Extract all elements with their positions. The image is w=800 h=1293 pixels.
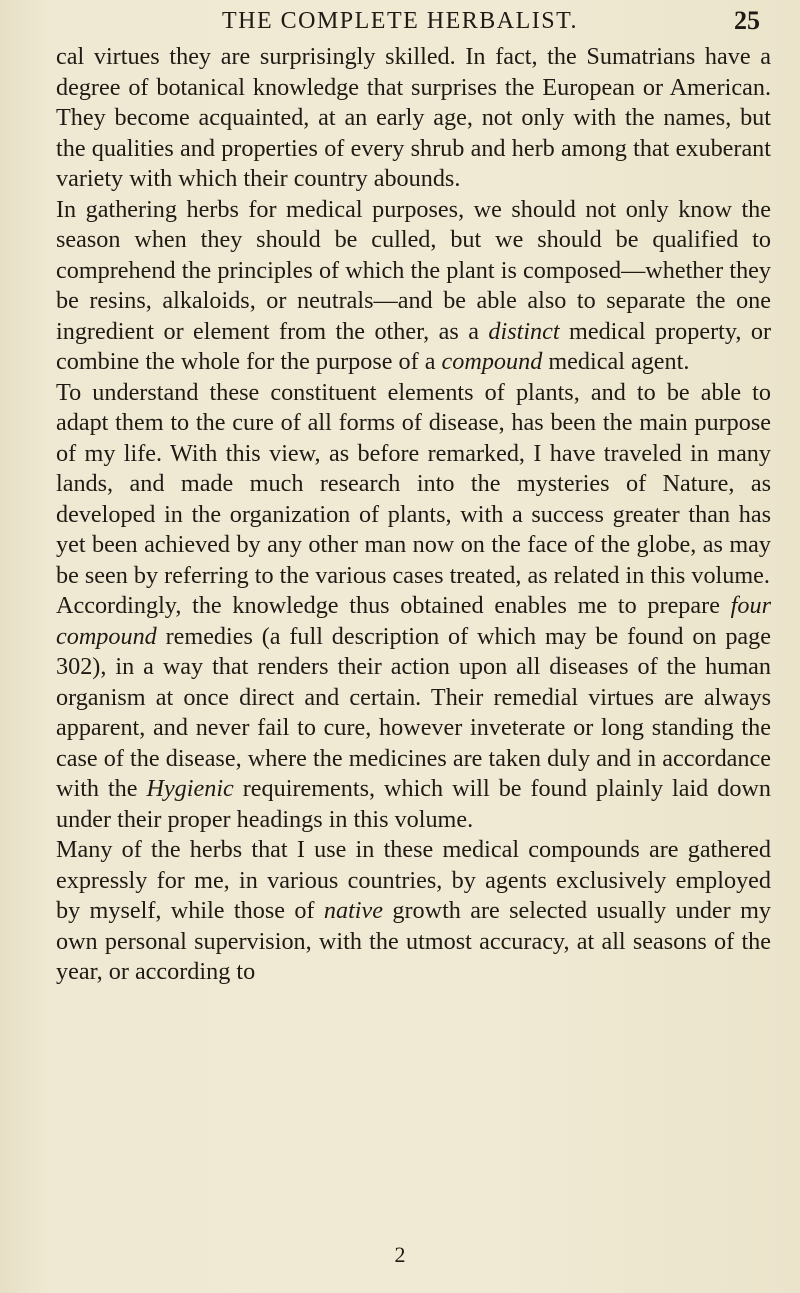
text-run: Accordingly, the knowledge thus obtained enables me to prepare xyxy=(56,592,731,619)
text-run: requirements, which will be found plainly laid down under their proper headings in this volume. xyxy=(56,775,771,833)
paragraph xyxy=(56,42,771,195)
italic-run: distinct xyxy=(488,317,560,345)
paragraph xyxy=(56,378,771,592)
italic-run: Hygienic xyxy=(146,775,234,802)
signature-mark: 2 xyxy=(394,1242,406,1267)
text-run: Many of the herbs that I use in these medical compounds are gathered expressly for me, in various countries, by agents exclusively employed by myself, while those of xyxy=(56,836,771,924)
text-run: medical property, or combine the whole for the purpose of a xyxy=(56,317,771,375)
italic-run: four compound xyxy=(56,592,771,650)
text-run: medical agent. xyxy=(542,348,690,375)
body-text xyxy=(56,42,771,988)
italic-run: native xyxy=(323,897,383,924)
text-run: growth are selected usually under my own personal supervision, with the utmost accuracy, at all seasons of the year, or according to xyxy=(56,897,771,985)
text-run: In gathering herbs for medical purposes, we should not only know the season when they should be culled, but we should be qualified to comprehend the principles of which the plant is composed—whether they be resins, alkaloids, or neutrals—and be able also to separate the one ingredient or element from the other, as a xyxy=(56,195,771,345)
italic-run: compound xyxy=(441,348,543,375)
text-run: remedies (a full description of which may be found on page 302), in a way that renders their action upon all diseases of the human organism at once direct and certain. Their remedial virtues are always apparent, and never fail to cure, however inveterate or long standing the case of the disease, where the medicines are taken duly and in accordance with the xyxy=(56,622,771,802)
running-head xyxy=(0,6,800,40)
paragraph xyxy=(56,835,771,988)
text-run: cal virtues they are surprisingly skilled. In fact, the Sumatrians have a degree of botanical knowledge that surprises the European or American. They become acquainted, at an early age, not only with the names, but the qualities and properties of every shrub and herb among that exuberant variety with which their country abounds. xyxy=(56,43,771,192)
paragraph xyxy=(56,195,771,378)
running-title: THE COMPLETE HERBALIST. xyxy=(221,8,579,34)
text-run: To understand these constituent elements of plants, and to be able to adapt them to the cure of all forms of disease, has been the main purpose of my life. With this view, as before remarked, I have traveled in many lands, and made much research into the mysteries of Nature, as developed in the organization of plants, with a success greater than has yet been achieved by any other man now on the face of the globe, as may be seen by referring to the various cases treated, as related in this volume. xyxy=(56,378,771,589)
paragraph xyxy=(56,591,771,835)
page-number: 25 xyxy=(734,6,760,35)
